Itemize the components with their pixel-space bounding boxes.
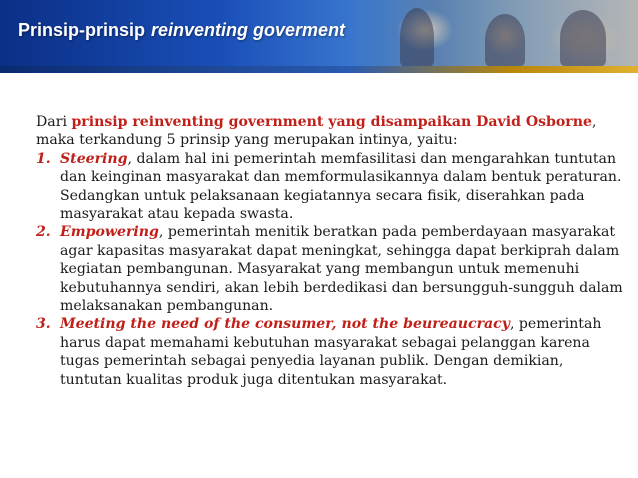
item-text: , dalam hal ini pemerintah memfasilitasi dan mengarahkan tuntutan dan keinginan masyarakat dan memformulasikannya dalam bentuk peraturan. Sedangkan untuk pelaksanaan kegiatannya secara fisik, diserahkan pada masyarakat atau kepada swasta. (60, 150, 622, 223)
slide-body (36, 113, 626, 389)
slide-title (18, 20, 345, 41)
principles-list (36, 150, 626, 389)
header-photo (345, 0, 638, 66)
header-stripe (0, 66, 638, 73)
item-text: , pemerintah harus dapat memahami kebutuhan masyarakat sebagai pelanggan karena tugas pemerintah sebagai penyedia layanan publik. Dengan demikian, tuntutan kualitas produk juga ditentukan masyarakat. (60, 316, 602, 388)
intro-paragraph (36, 113, 626, 150)
list-item (36, 150, 626, 224)
intro-suffix: , maka terkandung 5 prinsip yang merupakan intinya, yaitu: (36, 114, 597, 149)
slide-title-plain: Prinsip-prinsip (18, 20, 146, 40)
intro-prefix: Dari (36, 114, 72, 130)
intro-highlight: prinsip reinventing government yang disampaikan David Osborne (71, 114, 592, 130)
item-number: 2. (36, 224, 51, 241)
item-term: Steering (60, 150, 128, 167)
item-number: 3. (36, 316, 51, 333)
item-term: Empowering (60, 224, 159, 241)
list-item (36, 223, 626, 315)
item-term: Meeting the need of the consumer, not the beureaucracy (60, 316, 510, 333)
slide-title-italic: reinventing goverment (151, 20, 346, 40)
slide-header (0, 0, 638, 66)
list-item (36, 315, 626, 389)
item-text: , pemerintah menitik beratkan pada pemberdayaan masyarakat agar kapasitas masyarakat dapat meningkat, sehingga dapat berkiprah dalam kegiatan pembangunan. Masyarakat yang membangun untuk memenuhi kebutuhannya sendiri, akan lebih berdedikasi dan bersungguh-sungguh dalam melaksanakan pembangunan. (60, 224, 623, 315)
item-number: 1. (36, 150, 51, 167)
